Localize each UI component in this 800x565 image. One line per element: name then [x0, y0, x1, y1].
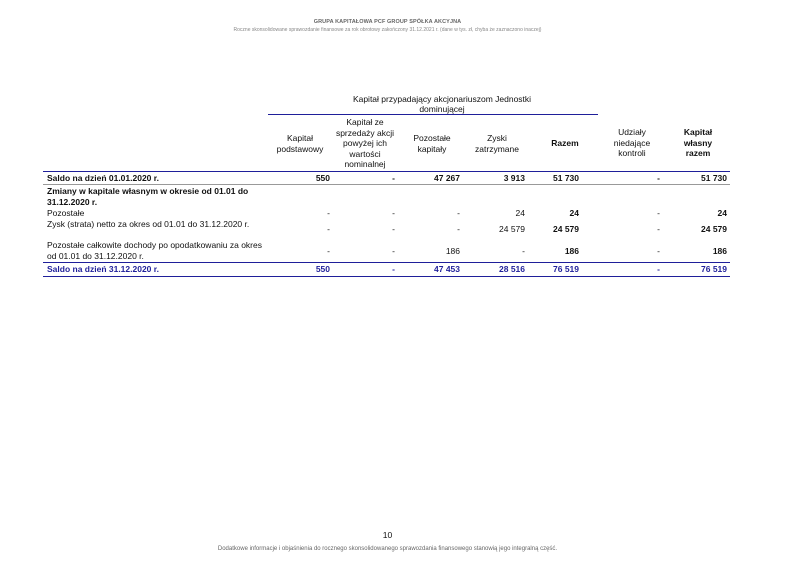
- cell-share-capital: -: [327, 246, 330, 256]
- col-header-share-capital: Kapitał podstawowy: [276, 133, 324, 154]
- cell-non-controlling: -: [657, 246, 660, 256]
- row-label: Zysk (strata) netto za okres od 01.01 do 31.12.2020 r.: [47, 219, 250, 229]
- cell-other-capital: 47 267: [434, 173, 460, 183]
- group-header: Kapitał przypadający akcjonariuszom Jednostki dominującej: [352, 94, 532, 114]
- cell-share-capital: -: [327, 208, 330, 218]
- row-label: Saldo na dzień 31.12.2020 r.: [47, 264, 159, 274]
- page-footer: Dodatkowe informacje i objaśnienia do rocznego skonsolidowanego sprawozdania finansowego stanowią jego integralną część.: [217, 546, 558, 552]
- cell-share-premium: -: [392, 173, 395, 183]
- col-header-total: Razem: [551, 138, 579, 148]
- table-row: [45, 173, 730, 184]
- table-row: [45, 219, 730, 240]
- row-label: Pozostałe: [47, 208, 85, 218]
- row-label: Pozostałe całkowite dochody po opodatkowaniu za okres od 01.01 do 31.12.2020 r.: [47, 240, 262, 261]
- cell-equity-total: 76 519: [701, 264, 727, 274]
- row-label: Saldo na dzień 01.01.2020 r.: [47, 173, 159, 183]
- cell-total: 76 519: [553, 264, 579, 274]
- cell-total: 24 579: [553, 224, 579, 234]
- table-header-divider: [43, 171, 730, 172]
- cell-share-premium: -: [392, 224, 395, 234]
- cell-non-controlling: -: [657, 208, 660, 218]
- cell-other-capital: -: [457, 224, 460, 234]
- cell-share-capital: 550: [315, 264, 330, 274]
- cell-retained-earnings: 24 579: [499, 224, 525, 234]
- cell-non-controlling: -: [657, 224, 660, 234]
- cell-share-capital: -: [327, 224, 330, 234]
- cell-non-controlling: -: [657, 173, 660, 183]
- report-subtitle: Roczne skonsolidowane sprawozdanie finansowe za rok obrotowy zakończony 31.12.2021 r. (dane w tys. zł, chyba że zaznaczono inaczej): [233, 27, 542, 33]
- cell-share-premium: -: [392, 264, 395, 274]
- col-header-non-controlling: Udziały niedające kontroli: [613, 127, 651, 158]
- group-header-divider: [268, 114, 598, 115]
- cell-share-premium: -: [392, 208, 395, 218]
- table-row: [45, 186, 730, 208]
- table-row: [45, 264, 730, 275]
- cell-equity-total: 24 579: [701, 224, 727, 234]
- cell-total: 51 730: [553, 173, 579, 183]
- col-header-retained-earnings: Zyski zatrzymane: [475, 133, 519, 154]
- report-company-header: GRUPA KAPITAŁOWA PCF GROUP SPÓŁKA AKCYJNA: [313, 19, 462, 25]
- cell-total: 24: [569, 208, 579, 218]
- table-row: [45, 208, 730, 219]
- cell-other-capital: 186: [445, 246, 460, 256]
- cell-equity-total: 24: [717, 208, 727, 218]
- cell-retained-earnings: 3 913: [503, 173, 525, 183]
- cell-equity-total: 186: [712, 246, 727, 256]
- cell-share-premium: -: [392, 246, 395, 256]
- table-row: [45, 240, 730, 261]
- cell-other-capital: -: [457, 208, 460, 218]
- col-header-share-premium: Kapitał ze sprzedaży akcji powyżej ich wartości nominalnej: [335, 117, 395, 169]
- cell-equity-total: 51 730: [701, 173, 727, 183]
- page-number: 10: [382, 530, 393, 540]
- cell-retained-earnings: 24: [515, 208, 525, 218]
- cell-share-capital: 550: [315, 173, 330, 183]
- row-divider: [43, 184, 730, 185]
- table-total-divider: [43, 262, 730, 263]
- row-label: Zmiany w kapitale własnym w okresie od 01.01 do 31.12.2020 r.: [47, 186, 249, 207]
- cell-other-capital: 47 453: [434, 264, 460, 274]
- cell-retained-earnings: 28 516: [499, 264, 525, 274]
- cell-non-controlling: -: [657, 264, 660, 274]
- cell-retained-earnings: -: [522, 246, 525, 256]
- cell-total: 186: [564, 246, 579, 256]
- col-header-other-capital: Pozostałe kapitały: [413, 133, 451, 154]
- col-header-equity-total: Kapitał własny razem: [683, 127, 713, 158]
- table-bottom-border: [43, 276, 730, 277]
